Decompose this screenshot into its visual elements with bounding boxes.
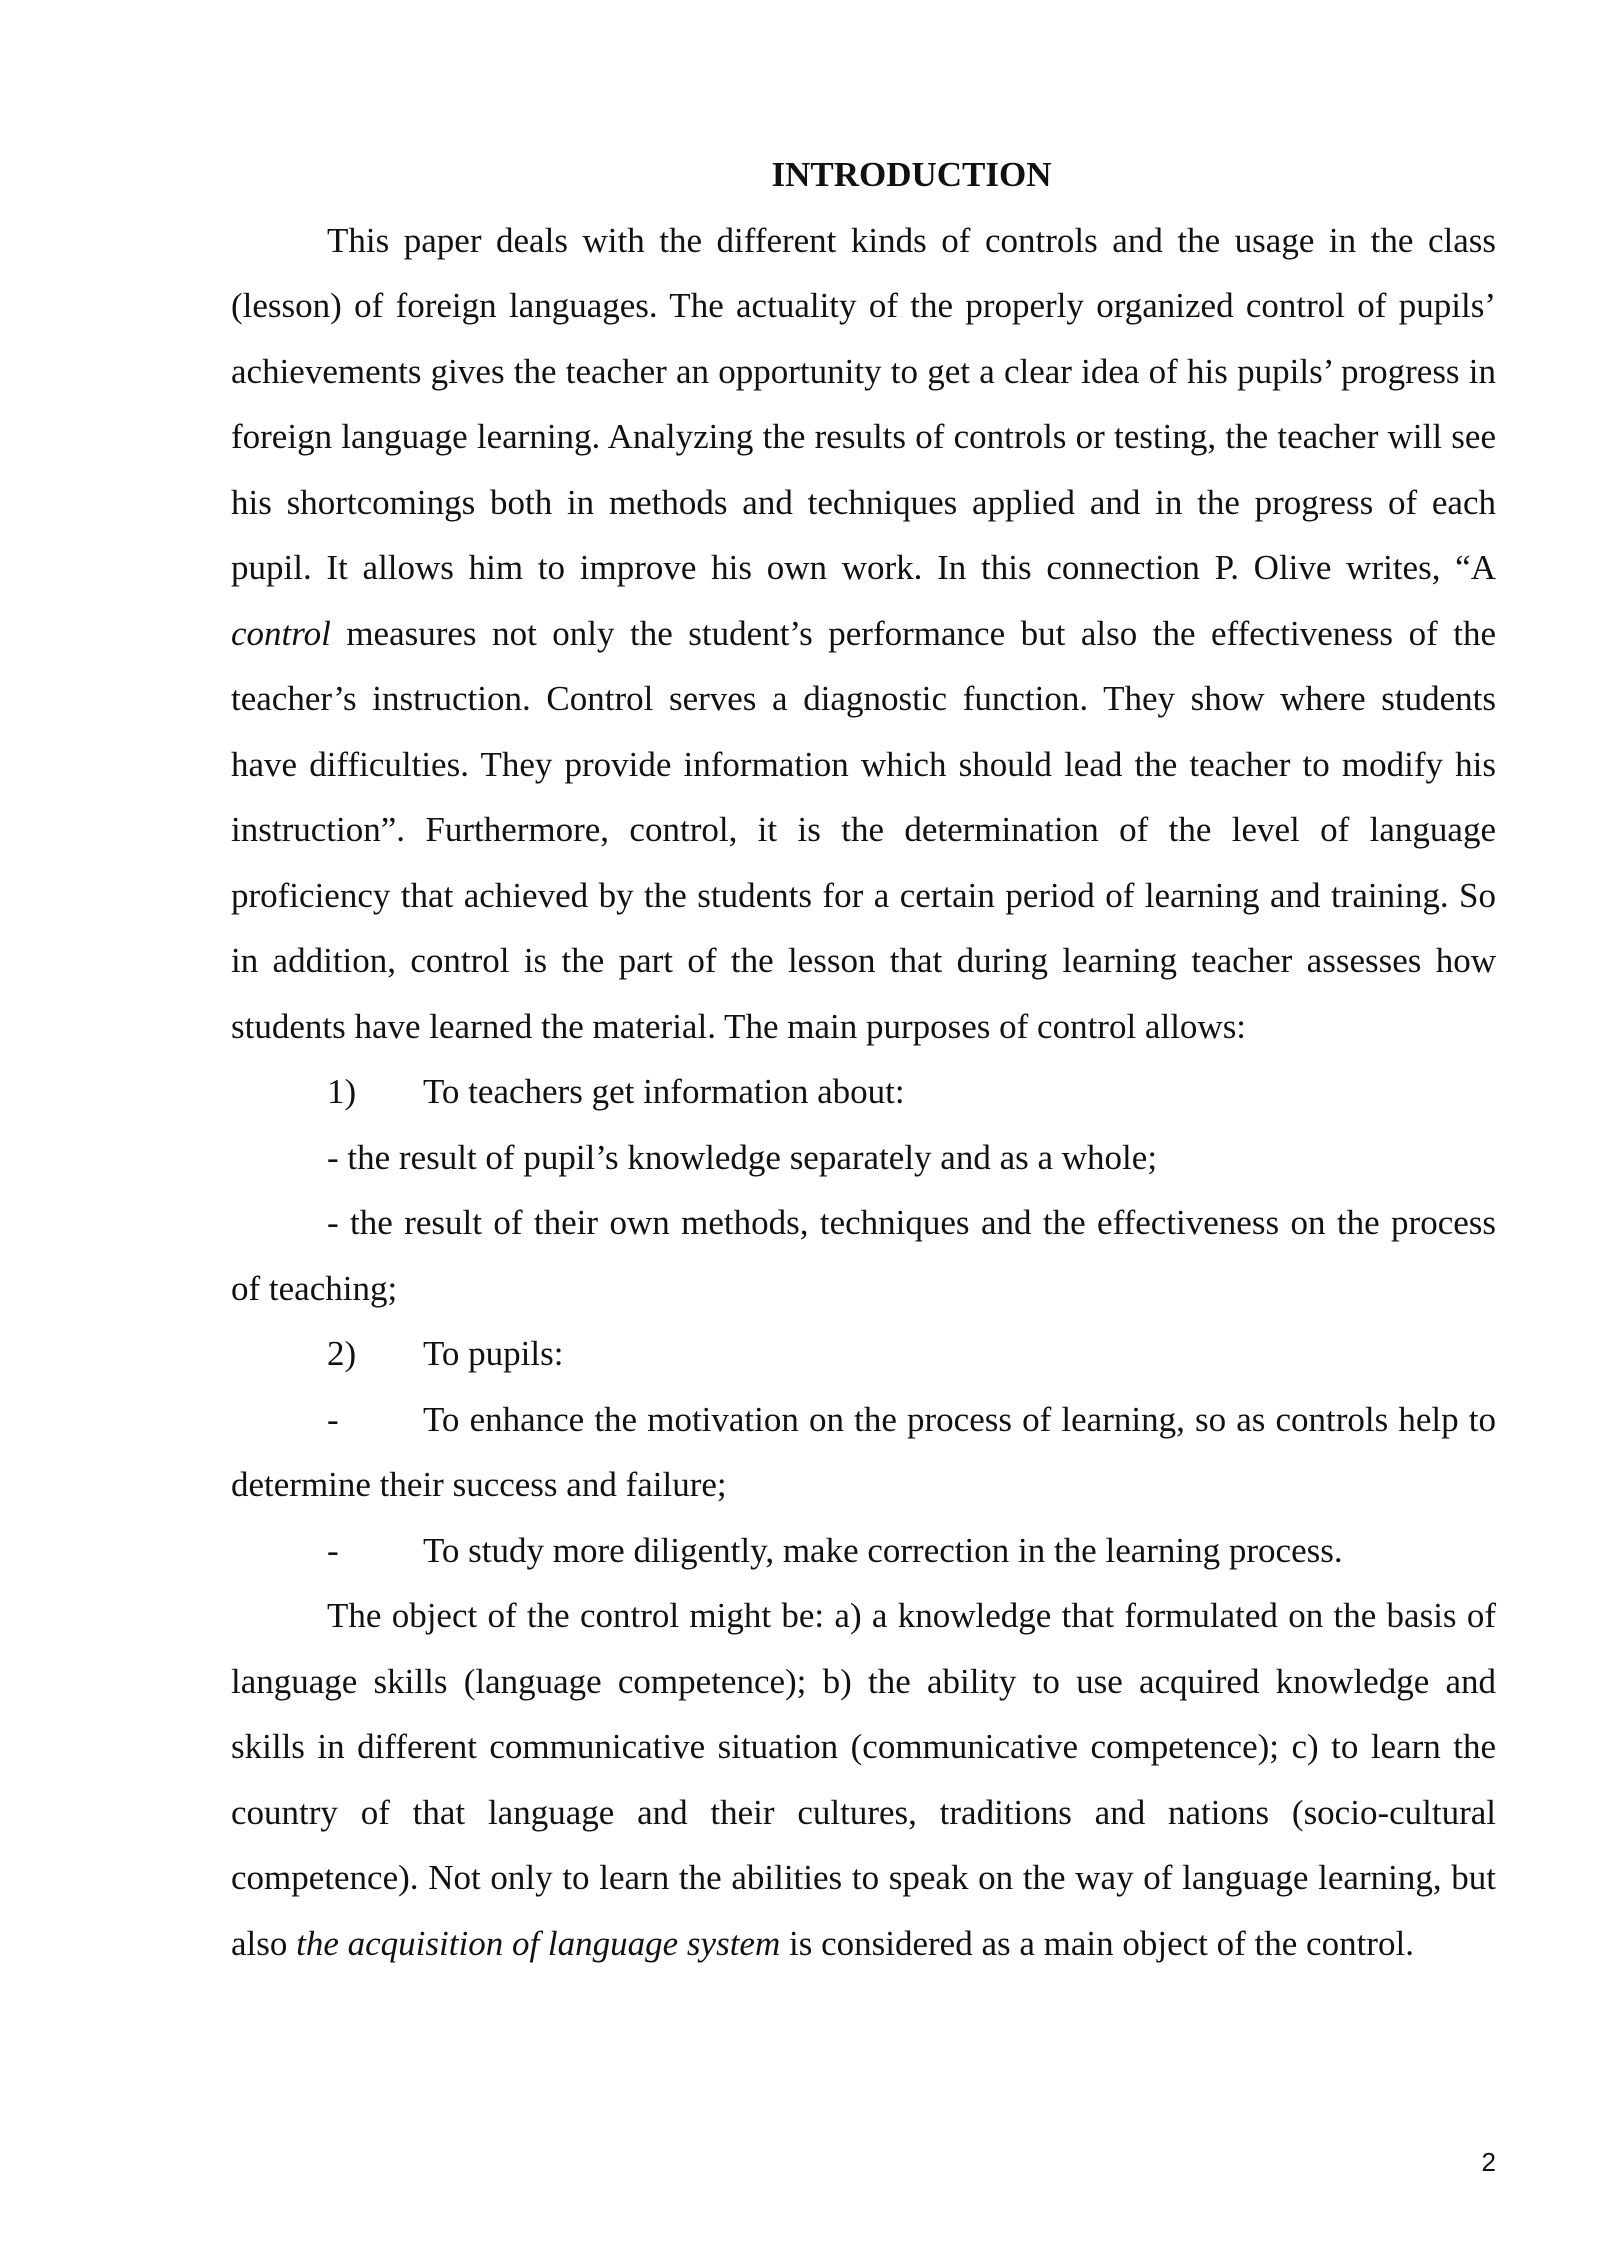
paragraph-text: The object of the control might be: a) a knowledge that formulated on the basis of language skills (language competence); b) the ability to use acquired knowledge and skills in different communicative situation (communicative competence); c) to learn the country of that language and their cultures, traditions and nations (socio-cultural competence). Not only to learn the abilities to speak on the way of language learning, but also: [231, 1596, 1496, 1963]
paragraph-text: measures not only the student’s performance but also the effectiveness of the teacher’s instruction. Control serves a diagnostic function. They show where students have difficulties. They provide information which should lead the teacher to modify his instruction”. Furthermore, control, it is the determination of the level of language proficiency that achieved by the students for a certain period of learning and training. So in addition, control is the part of the lesson that during learning teacher assesses how students have learned the material. The main purposes of control allows:: [231, 613, 1496, 1046]
list-item-1: [231, 1059, 1496, 1125]
italic-term-control: control: [231, 613, 331, 653]
paragraph-text: is considered as a main object of the control.: [780, 1923, 1414, 1963]
sub-item: - the result of their own methods, techniques and the effectiveness on the process of teaching;: [231, 1203, 1496, 1308]
paragraph-text: This paper deals with the different kinds of controls and the usage in the class (lesson) of foreign languages. The actuality of the properly organized control of pupils’ achievements gives the teacher an opportunity to get a clear idea of his pupils’ progress in foreign language learning. Analyzing the results of controls or testing, the teacher will see his shortcomings both in methods and techniques applied and in the progress of each pupil. It allows him to improve his own work. In this connection P. Olive writes, “A: [231, 220, 1496, 587]
list-item-2: [231, 1321, 1496, 1387]
intro-paragraph-1: [231, 208, 1496, 1060]
dash-marker: -: [327, 1399, 339, 1439]
list-number: 2): [327, 1334, 357, 1373]
dash-item: [231, 1387, 1496, 1518]
document-body: [231, 142, 1496, 1976]
sub-item: - the result of pupil’s knowledge separately and as a whole;: [327, 1137, 1158, 1177]
dash-marker: -: [327, 1530, 339, 1570]
page-number: 2: [1481, 2147, 1496, 2177]
list-item-text: To pupils:: [423, 1334, 564, 1373]
dash-item: [231, 1518, 1496, 1584]
list-item-text: To teachers get information about:: [423, 1072, 905, 1111]
section-title: INTRODUCTION: [771, 155, 1052, 194]
dash-item-text: To enhance the motivation on the process of learning, so as controls help to determine their success and failure;: [231, 1399, 1496, 1504]
intro-paragraph-2: [231, 1583, 1496, 1976]
list-number: 1): [327, 1072, 357, 1111]
dash-item-text: To study more diligently, make correction in the learning process.: [423, 1530, 1343, 1570]
italic-phrase: the acquisition of language system: [296, 1923, 781, 1963]
